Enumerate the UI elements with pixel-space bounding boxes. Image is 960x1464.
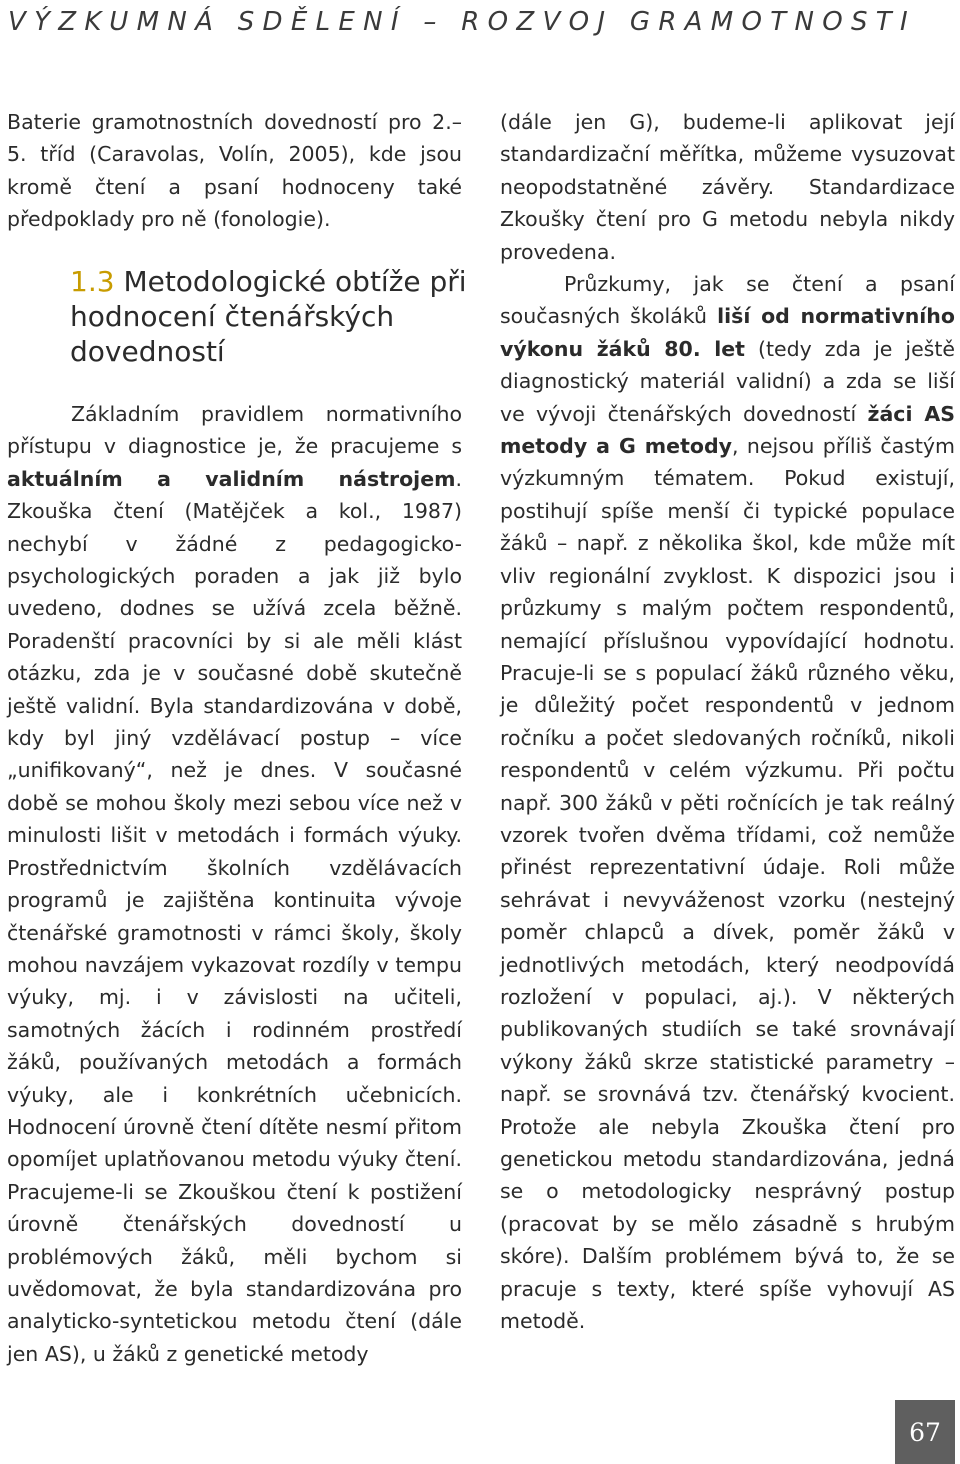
section-heading <box>70 264 470 369</box>
p2-text-b: (tedy zda je ještě diagnostický materiál validní) a zda se liší ve vývoji čtenářských dovedností <box>500 336 956 426</box>
lead-bold-text: aktuálním a validním nástrojem <box>7 466 456 491</box>
section-heading-text: Metodologické obtíže při hodnocení čtenářských dovedností <box>70 265 467 368</box>
right-column <box>500 106 955 1337</box>
page-number-badge: 67 <box>895 1400 955 1464</box>
left-column-intro <box>7 106 462 236</box>
p2-text-c: , nejsou příliš častým výzkumným tématem. Pokud existují, postihují spíše menší či typické populace žáků – např. z několika škol, kde může mít vliv regionální zvyklost. K dispozici jsou i průzkumy s malým počtem respondentů, nemající příslušnou vypovídající hodnotu. Pracuje-li se s populací žáků různého věku, je důležitý počet respondentů v jednom ročníku a počet sledovaných ročníků, nikoli respondentů v celém výzkumu. Při počtu např. 300 žáků v pěti ročnících je tak reálný vzorek tvořen dvěma třídami, což nemůže přinést reprezentativní údaje. Roli může sehrávat i nevyváženost vzorku (nestejný poměr chlapců a dívek, poměr žáků v jednotlivých metodách, který neodpovídá rozložení v populaci, aj.). V některých publikovaných studiích se také srovnávají výkony žáků skrze statistické parametry – např. se srovnává tzv. čtenářský kvocient. Protože ale nebyla Zkouška čtení pro genetickou metodu standardizována, jedná se o metodologicky nesprávný postup (pracovat by se mělo zásadně s hrubým skóre). Dalším problémem bývá to, že se pracuje s texty, které spíše vyhovují AS metodě. <box>500 434 955 1334</box>
right-paragraph-2 <box>500 268 955 1337</box>
section-number: 1.3 <box>70 265 115 298</box>
p2-bold-2: žáci AS metody a G metody <box>500 401 955 459</box>
lead-text-2: . Zkouška čtení (Matějček a kol., 1987) nechybí v žádné z pedagogicko-psychologických poraden a jak již bylo uvedeno, dodnes se užívá zcela běžně. Poradenští pracovníci by si ale měli klást otázku, zda je v současné době skutečně ještě validní. Byla standardizována v době, kdy byl jiný vzdělávací postup – více „unifikovaný“, než je dnes. V současné době se mohou školy mezi sebou více než v minulosti lišit v metodách i formách výuky. Prostřednictvím školních vzdělávacích programů je zajištěna kontinuita vývoje čtenářské gramotnosti v rámci školy, školy mohou navzájem vykazovat rozdíly v tempu výuky, mj. i v závislosti na učiteli, samotných žácích i rodinném prostředí žáků, používaných metodách a formách výuky, ale i konkrétních učebnicích. Hodnocení úrovně čtení dítěte nesmí přitom opomíjet uplatňovanou metodu výuky čtení. Pracujeme-li se Zkouškou čtení k postižení úrovně čtenářských dovedností u problémových žáků, měli bychom si uvědomovat, že byla standardizována pro analyticko-syntetickou metodu čtení (dále jen AS), u žáků z genetické metody <box>7 466 462 1366</box>
p2-text-a: Průzkumy, jak se čtení a psaní současných školáků <box>500 272 955 329</box>
p2-bold-1: liší od normativního výkonu žáků 80. let <box>500 304 955 361</box>
right-paragraph-1: (dále jen G), budeme-li aplikovat její standardizační měřítka, můžeme vysuzovat neopodstatněné závěry. Standardizace Zkoušky čtení pro G metodu nebyla nikdy provedena. <box>500 110 955 264</box>
running-header-title: VÝZKUMNÁ SDĚLENÍ – ROZVOJ GRAMOTNOSTI <box>8 7 916 37</box>
intro-paragraph: Baterie gramotnostních dovedností pro 2.–5. tříd (Caravolas, Volín, 2005), kde jsou kromě čtení a psaní hodnoceny také předpoklady pro ně (fonologie). <box>7 110 462 232</box>
left-body-paragraph <box>7 398 462 1370</box>
lead-text-1: Základním pravidlem normativního přístupu v diagnostice je, že pracujeme s <box>7 402 462 459</box>
